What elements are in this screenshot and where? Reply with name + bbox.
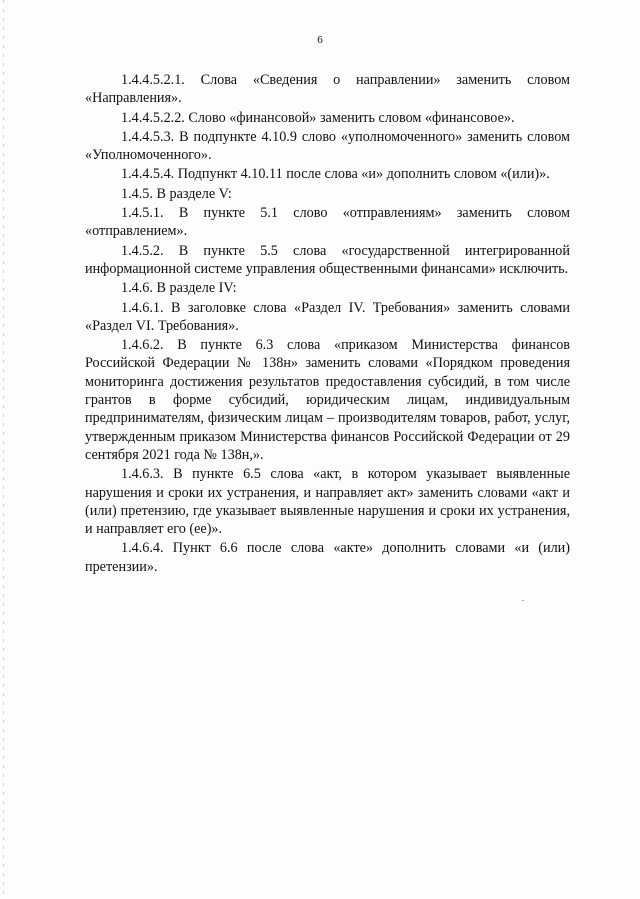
document-body: [85, 71, 570, 576]
page-number: 6: [317, 34, 323, 46]
paragraph-1-4-6: 1.4.6. В разделе IV:: [121, 280, 237, 297]
paragraph-1-4-5-1: 1.4.5.1. В пункте 5.1 слово «отправлениям» заменить словом «отправлением».: [85, 205, 570, 240]
paragraph-1-4-6-3: 1.4.6.3. В пункте 6.5 слова «акт, в котором указывает выявленные нарушения и сроки их устранения, и направляет акт» заменить словами «акт и (или) претензию, где указывает выявленные нарушения и сроки их устранения, и направляет его (ее)».: [85, 466, 570, 538]
paragraph-1-4-5-2: 1.4.5.2. В пункте 5.5 слова «государственной интегрированной информационной системе управления общественными финансами» исключить.: [85, 242, 570, 277]
paragraph-1-4-4-5-2-1: 1.4.4.5.2.1. Слова «Сведения о направлении» заменить словом «Направления».: [85, 72, 570, 107]
paragraph-1-4-4-5-3: 1.4.4.5.3. В подпункте 4.10.9 слово «уполномоченного» заменить словом «Уполномоченного».: [85, 128, 570, 164]
paragraph-1-4-4-5-2-2: 1.4.4.5.2.2. Слово «финансовой» заменить словом «финансовое».: [121, 109, 515, 126]
scan-speck: [522, 600, 524, 601]
scan-edge-artifact: [3, 0, 4, 899]
paragraph-1-4-4-5-4: 1.4.4.5.4. Подпункт 4.10.11 после слова «и» дополнить словом «(или)».: [121, 166, 550, 183]
paragraph-1-4-6-4: 1.4.6.4. Пункт 6.6 после слова «акте» дополнить словами «и (или) претензии».: [85, 540, 570, 575]
paragraph-1-4-6-2: 1.4.6.2. В пункте 6.3 слова «приказом Министерства финансов Российской Федерации № 138н» заменить словами «Порядком проведения мониторинга достижения результатов предоставления субсидий, в том числе грантов в форме субсидий, юридическим лицам, индивидуальным предпринимателям, физическим лицам – производителям товаров, работ, услуг, утвержденным приказом Министерства финансов Российской Федерации от 29 сентября 2021 года № 138н,».: [85, 337, 570, 463]
paragraph-1-4-5: 1.4.5. В разделе V:: [121, 185, 232, 202]
paragraph-1-4-6-1: 1.4.6.1. В заголовке слова «Раздел IV. Требования» заменить словами «Раздел VI. Требования».: [85, 299, 570, 334]
